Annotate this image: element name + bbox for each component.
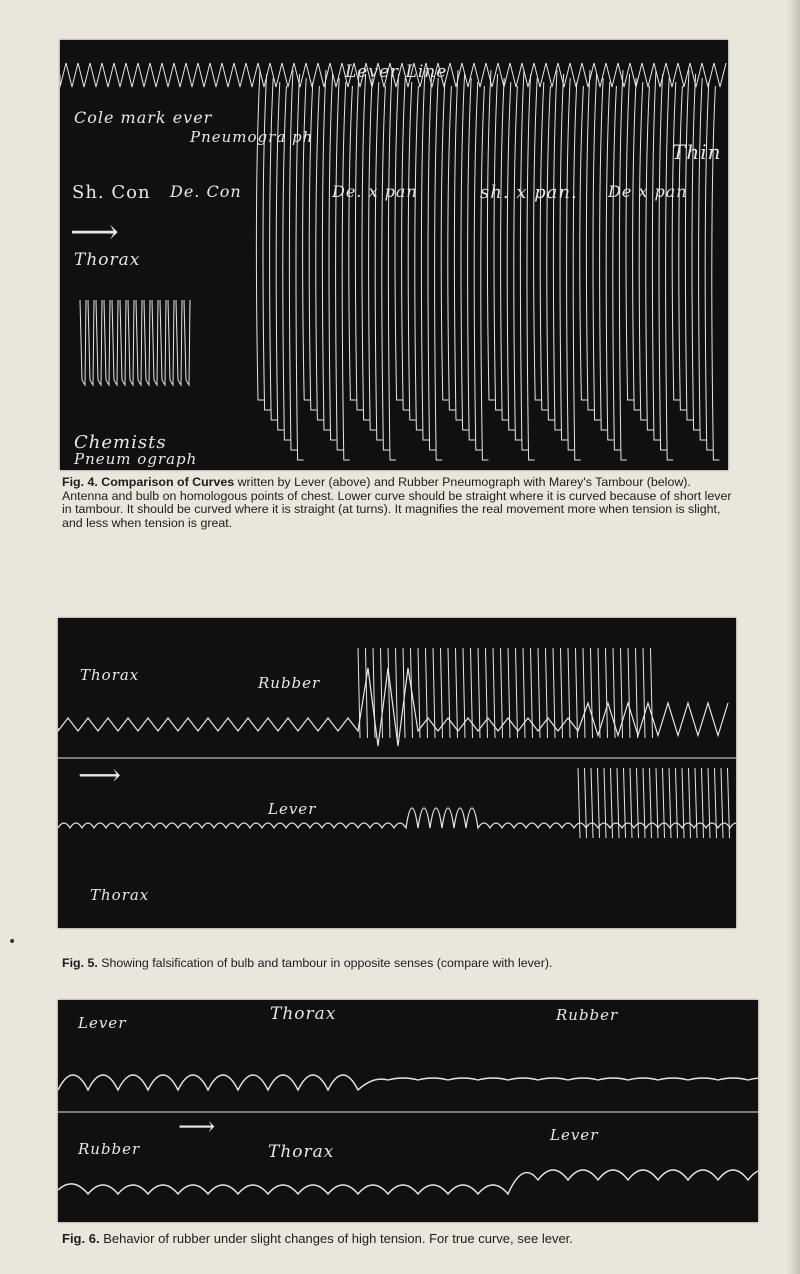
figure-5-caption xyxy=(62,957,752,971)
fig4-label-de-con: De. Con xyxy=(170,182,242,201)
fig4-short-sweep xyxy=(136,300,142,385)
fig4-short-sweep xyxy=(96,300,102,385)
fig5-label-lever: Lever xyxy=(268,800,317,818)
fig5-upper-sweep xyxy=(486,648,488,738)
fig5-upper-sweep xyxy=(538,648,540,738)
arrow-icon: ⟶ xyxy=(70,212,119,252)
fig4-label-de-x-pan-2: De x pan xyxy=(608,182,688,201)
fig4-label-pneumograph: Pneum ograph xyxy=(74,450,198,468)
fig5-upper-sweep xyxy=(448,648,450,738)
arrow-icon: ⟶ xyxy=(178,1112,216,1142)
fig4-label-col-b: Pneumogra ph xyxy=(190,128,314,146)
fig4-short-sweep xyxy=(168,300,174,385)
fig5-lower-sweep xyxy=(728,768,730,838)
fig5-lower-sweep xyxy=(676,768,678,838)
fig5-upper-sweep xyxy=(636,648,638,738)
fig4-short-sweep xyxy=(128,300,134,385)
fig4-caption-text: written by Lever (above) and Rubber Pneumograph with Marey's Tambour (below). Antenna and bulb on homologous points of chest. Lower curve should be straight where it is curved because of short lever in tambour. It should be curved where it is straight (at turns). It magnifies the real movement more when tension is slight, and less when tension is great. xyxy=(62,475,732,530)
fig4-label-thorax: Thorax xyxy=(74,250,141,270)
figure-6-caption xyxy=(62,1232,762,1246)
fig4-short-sweep xyxy=(104,300,110,385)
fig6-label-lever-bottom: Lever xyxy=(550,1126,599,1144)
fig4-caption-title: Comparison of Curves xyxy=(101,475,235,489)
fig6-label-lever: Lever xyxy=(78,1014,127,1032)
fig4-label-chemists: Chemists xyxy=(74,432,167,453)
fig5-lower-sweep xyxy=(689,768,691,838)
fig5-upper-sweep xyxy=(516,648,518,738)
fig5-upper-sweep xyxy=(418,648,420,738)
fig5-lower-sweep xyxy=(643,768,645,838)
fig5-upper-sweep xyxy=(568,648,570,738)
fig4-label-lever-line: Lever Line xyxy=(345,62,448,82)
fig5-lower-sweep xyxy=(721,768,723,838)
fig4-label-col-a: Cole mark ever xyxy=(74,108,213,127)
fig5-upper-sweep xyxy=(366,648,368,738)
fig5-upper-sweep xyxy=(628,648,630,738)
fig5-caption-text: Showing falsification of bulb and tambour in opposite senses (compare with lever). xyxy=(101,956,553,970)
fig5-lower-sweep xyxy=(591,768,593,838)
fig5-upper-sweep xyxy=(583,648,585,738)
fig4-short-sweep xyxy=(152,300,158,385)
fig5-upper-sweep xyxy=(561,648,563,738)
fig4-short-sweep xyxy=(112,300,118,385)
fig5-upper-sweep xyxy=(456,648,458,738)
fig4-short-sweep xyxy=(184,300,190,385)
figure-4-caption xyxy=(62,476,738,530)
fig6-label-thorax-bottom: Thorax xyxy=(268,1142,335,1162)
fig4-short-sweep xyxy=(80,300,86,385)
page-edge xyxy=(786,0,800,1274)
figure-4-plate xyxy=(60,40,728,470)
fig4-short-sweep xyxy=(120,300,126,385)
fig4-label-thin: Thin xyxy=(672,140,722,164)
fig5-lower-sweep xyxy=(663,768,665,838)
fig5-upper-sweep xyxy=(388,648,390,738)
fig5-upper-sweep xyxy=(426,648,428,738)
fig5-lower-sweep xyxy=(695,768,697,838)
fig5-label-thorax-top: Thorax xyxy=(80,666,140,684)
fig6-caption-label: Fig. 6. xyxy=(62,1231,100,1246)
fig5-lower-sweep xyxy=(702,768,704,838)
fig4-short-sweep xyxy=(176,300,182,385)
fig5-lower-sweep xyxy=(650,768,652,838)
fig6-lower-trace xyxy=(58,1170,758,1194)
fig5-lower-sweep xyxy=(624,768,626,838)
fig5-label-rubber: Rubber xyxy=(258,674,321,692)
fig5-upper-sweep xyxy=(576,648,578,738)
fig5-upper-sweep xyxy=(508,648,510,738)
fig5-label-thorax-bottom: Thorax xyxy=(90,886,150,904)
fig4-short-sweep xyxy=(88,300,94,385)
fig4-label-sh-x-pan: sh. x pan. xyxy=(480,182,578,203)
fig5-upper-sweep xyxy=(441,648,443,738)
fig5-lower-sweep xyxy=(604,768,606,838)
fig5-lower-sweep xyxy=(617,768,619,838)
fig5-lever-trace xyxy=(58,808,736,828)
fig5-upper-sweep xyxy=(471,648,473,738)
fig5-lower-sweep xyxy=(578,768,580,838)
fig5-upper-sweep xyxy=(598,648,600,738)
fig6-caption-text: Behavior of rubber under slight changes of high tension. For true curve, see lever. xyxy=(103,1231,573,1246)
margin-mark: • xyxy=(8,934,17,950)
fig4-short-sweep xyxy=(144,300,150,385)
fig5-lower-sweep xyxy=(715,768,717,838)
figure-5-tracing xyxy=(58,618,736,928)
fig5-lower-sweep xyxy=(708,768,710,838)
fig5-upper-sweep xyxy=(643,648,645,738)
fig5-caption-label: Fig. 5. xyxy=(62,956,98,970)
fig4-caption-label: Fig. 4. xyxy=(62,475,98,489)
fig6-upper-trace xyxy=(58,1075,758,1090)
fig4-label-de-x-pan: De. x pan xyxy=(332,182,418,201)
figure-4-tracing xyxy=(60,40,728,470)
fig5-upper-sweep xyxy=(478,648,480,738)
figure-6-plate xyxy=(58,1000,758,1222)
fig5-rubber-trace xyxy=(58,668,728,746)
figure-5-plate xyxy=(58,618,736,928)
fig5-lower-sweep xyxy=(637,768,639,838)
fig5-upper-sweep xyxy=(531,648,533,738)
figure-6-tracing xyxy=(58,1000,758,1222)
arrow-icon: ⟶ xyxy=(78,758,122,793)
fig5-upper-sweep xyxy=(373,648,375,738)
fig5-lower-sweep xyxy=(630,768,632,838)
fig5-upper-sweep xyxy=(501,648,503,738)
fig5-upper-sweep xyxy=(591,648,593,738)
fig5-upper-sweep xyxy=(606,648,608,738)
fig6-label-rubber-bottom: Rubber xyxy=(78,1140,141,1158)
fig4-label-sh-con: Sh. Con xyxy=(72,182,151,203)
fig6-label-thorax-top: Thorax xyxy=(270,1004,337,1024)
fig4-short-sweep xyxy=(160,300,166,385)
fig5-upper-sweep xyxy=(546,648,548,738)
fig6-label-rubber-top: Rubber xyxy=(556,1006,619,1024)
fig5-upper-sweep xyxy=(651,648,653,738)
